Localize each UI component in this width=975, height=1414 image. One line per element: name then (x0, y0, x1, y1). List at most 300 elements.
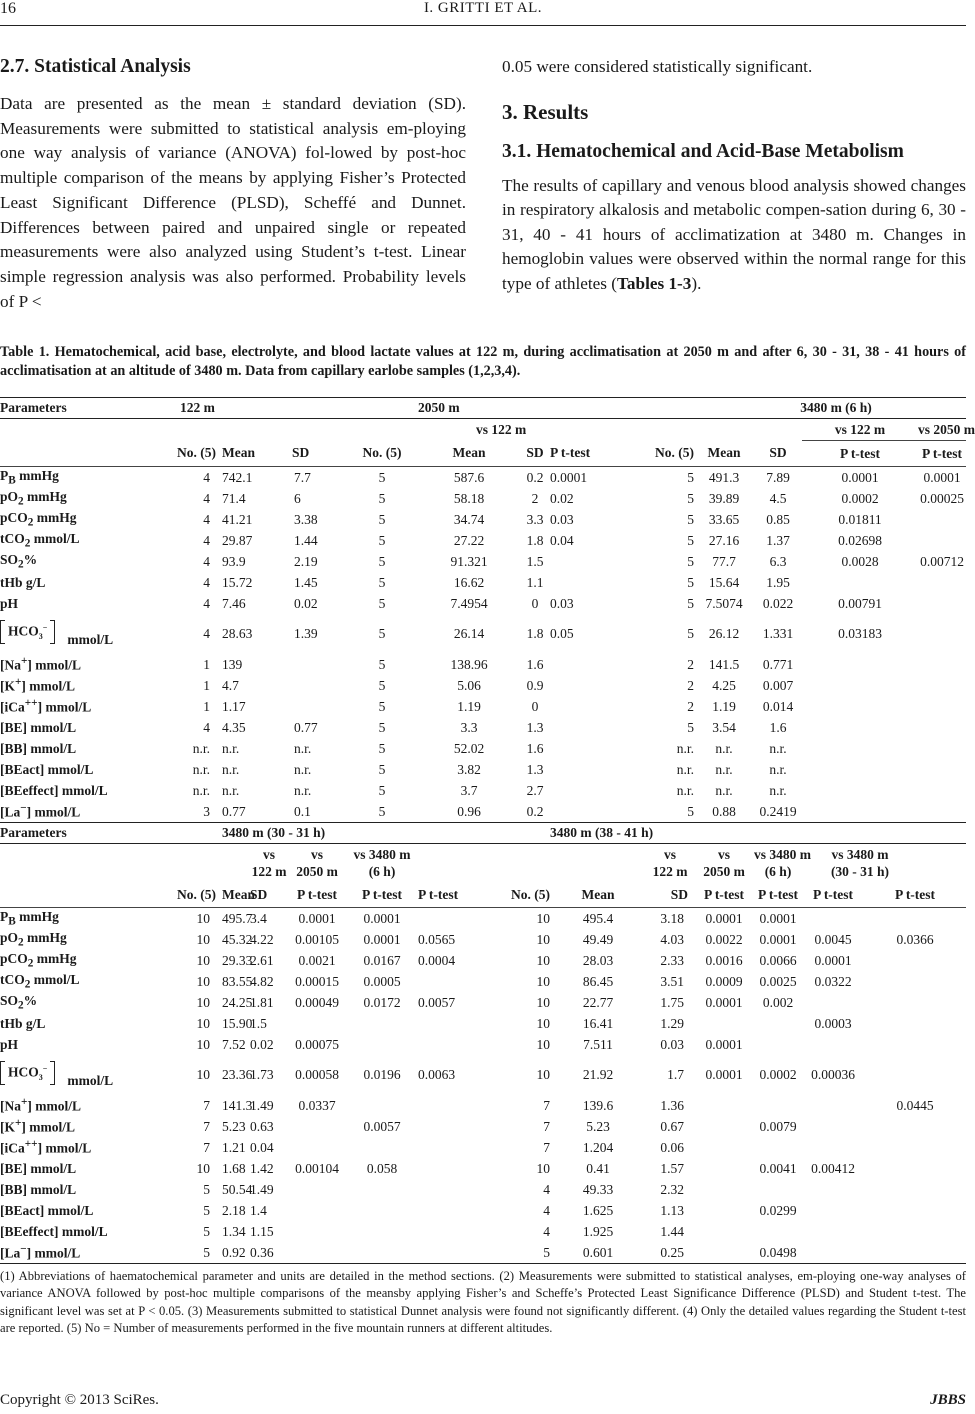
table-cell: 5 (646, 467, 694, 489)
table-cell (918, 738, 966, 759)
table-cell: 3.4 (250, 908, 288, 930)
table-cell: 4 (543, 1223, 550, 1239)
table-cell: 0.0001 (759, 931, 797, 947)
bracket-left (0, 620, 5, 644)
table-cell: 5 (687, 532, 694, 548)
unit: mmol/L (67, 632, 114, 647)
table-cell: 4 (543, 1181, 550, 1197)
table-cell (288, 654, 346, 675)
table-cell: 2.7 (526, 782, 544, 798)
parameter-name: [BE] mmol/L (0, 1160, 77, 1176)
results-paragraph (502, 174, 966, 297)
table-cell: 0.0001 (694, 908, 754, 930)
table-cell: n.r. (222, 782, 240, 798)
table-cell: 0 (531, 698, 539, 714)
table-cell (864, 1242, 966, 1264)
table-cell: 1.44 (660, 1223, 684, 1239)
table-cell (550, 717, 646, 738)
table-cell: 3.38 (294, 511, 318, 527)
table-cell: 3.54 (712, 719, 736, 735)
table-cell: 0.00105 (295, 931, 339, 947)
table-cell: n.r. (192, 740, 210, 756)
table-row (0, 572, 966, 593)
parameter-name: tCO$_2$ mmol/L (0, 531, 80, 550)
table-row (0, 488, 966, 509)
table-cell: 41.21 (222, 511, 253, 527)
table-cell: 0.0001 (288, 908, 346, 930)
column-header: P t-test (703, 886, 745, 902)
table-cell: 26.14 (453, 626, 485, 641)
table-cell: 0.1 (294, 803, 311, 819)
table-cell (802, 738, 918, 759)
table-cell: 491.3 (694, 467, 754, 489)
table-cell (918, 530, 966, 551)
table-cell: 1.39 (294, 626, 318, 641)
table-cell: 0.0001 (802, 467, 918, 489)
table-cell: 0.601 (550, 1242, 646, 1264)
table-cell (864, 1116, 966, 1137)
table-cell: 4 (203, 553, 210, 569)
table-cell: 0.0022 (705, 931, 743, 947)
table-cell: 1.1 (526, 574, 544, 590)
table-row (0, 1095, 966, 1116)
table-cell: 28.63 (222, 626, 253, 641)
table-cell: n.r. (715, 740, 733, 756)
table-cell: 5 (378, 719, 386, 735)
table-cell (918, 654, 966, 675)
subscript: 2 (27, 516, 34, 529)
superscript: ++ (24, 697, 38, 710)
table-cell: 23.36 (222, 1067, 253, 1082)
table-cell: 0.04 (250, 1139, 274, 1155)
table-cell: 29.33 (222, 952, 253, 968)
bicarbonate-label (0, 1061, 55, 1085)
table-cell: 0.0002 (759, 1067, 797, 1082)
comparison-header-line: (30 - 31 h) (830, 864, 890, 879)
table-cell (864, 950, 966, 971)
table-cell (550, 419, 802, 441)
table-cell: 0.0001 (814, 952, 852, 968)
table-cell: 4 (203, 595, 210, 611)
comparison-header-line: vs (262, 847, 275, 862)
table-cell: 10 (536, 1067, 550, 1082)
table-cell (802, 1221, 864, 1242)
table-cell: 0.01811 (838, 511, 882, 527)
table-cell: 0.0057 (418, 994, 456, 1010)
table-cell (754, 1095, 802, 1116)
tables-reference-link[interactable]: Tables 1-3 (617, 273, 692, 293)
table-cell (550, 572, 646, 593)
table-cell: 1.81 (250, 994, 274, 1010)
column-header: No. (5) (362, 445, 402, 461)
table-cell: 33.65 (708, 511, 740, 527)
table-cell: 1.8 (526, 626, 544, 641)
table-row (0, 509, 966, 530)
parameter-name: pCO$_2$ mmHg (0, 510, 77, 529)
table-cell (694, 1200, 754, 1221)
table-cell: 5 (687, 574, 694, 590)
table-cell: 10 (536, 1036, 550, 1052)
table-cell: 4.5 (769, 490, 787, 506)
right-column (502, 55, 966, 296)
table-cell (550, 801, 646, 823)
table-cell: 24.25 (222, 994, 253, 1010)
table-cell (918, 675, 966, 696)
table-cell: 1.57 (660, 1160, 684, 1176)
table-cell: 0.06 (660, 1139, 684, 1155)
parameter-name: $SO_2\%$ (0, 552, 38, 571)
table-cell: 1.29 (660, 1015, 684, 1031)
table-cell: 0.00412 (811, 1160, 855, 1176)
table-cell (802, 572, 918, 593)
table-cell (418, 1242, 446, 1264)
table-cell: 1 (203, 656, 210, 672)
table-cell: 28.03 (582, 952, 614, 968)
table-cell: 5 (378, 595, 386, 611)
table-cell (346, 1200, 418, 1221)
column-header: Mean (452, 445, 486, 461)
table-cell: 1.6 (769, 719, 787, 735)
table-cell (694, 1116, 754, 1137)
table-cell: 0.2 (520, 467, 550, 489)
table-cell (802, 908, 864, 930)
table-cell (754, 1221, 802, 1242)
table-row (0, 1013, 966, 1034)
table-cell: 2 (687, 656, 694, 672)
table-cell: 0.02698 (838, 532, 882, 548)
table-cell: 15.72 (222, 574, 253, 590)
table-cell: 4.25 (712, 677, 736, 693)
table-cell (802, 1200, 864, 1221)
table-cell: 0.0172 (363, 994, 401, 1010)
table-cell (0, 441, 150, 467)
table-cell (694, 1221, 754, 1242)
column-header: Mean (707, 445, 741, 461)
table-cell (418, 1221, 446, 1242)
table-cell: 5 (378, 626, 386, 641)
group-header-3480m-38-41h: 3480 m (38 - 41 h) (550, 823, 802, 844)
table-row (0, 908, 966, 930)
table-cell: 1.36 (660, 1097, 684, 1113)
section-heading-statistical-analysis: 2.7. Statistical Analysis (0, 56, 191, 77)
table-cell: 5 (378, 574, 386, 590)
comparison-header-line: vs (663, 847, 676, 862)
table-cell: 27.16 (708, 532, 740, 548)
table-cell (346, 1013, 418, 1034)
column-header-row (0, 882, 966, 908)
parameter-name: [BEact] mmol/L (0, 1202, 94, 1218)
table-1 (0, 397, 975, 1264)
table-cell (864, 1013, 966, 1034)
table-cell: 7.7 (288, 467, 346, 489)
table-cell (802, 780, 918, 801)
table-cell: 0 (531, 595, 539, 611)
table-cell: 2 (531, 490, 539, 506)
table-row (0, 1179, 966, 1200)
table-cell: 5 (687, 719, 694, 735)
table-cell (802, 1095, 864, 1116)
subscript: 2 (27, 957, 34, 970)
table-cell: 141.3 (222, 1097, 253, 1113)
table-row (0, 929, 966, 950)
table-cell (288, 1242, 346, 1264)
table-cell (418, 1158, 446, 1179)
table-cell: 7 (543, 1097, 550, 1113)
table-cell: 0.0057 (363, 1118, 401, 1134)
table-cell (802, 823, 966, 844)
table-cell: 0.0498 (754, 1242, 802, 1264)
table-cell: 0.02 (294, 595, 318, 611)
table-cell: 0.002 (762, 994, 794, 1010)
parameter-name: [iCa++] mmol/L (0, 697, 92, 715)
subsection-heading-hematochemical: 3.1. Hematochemical and Acid-Base Metabolism (502, 140, 904, 162)
parameter-name: [BE] mmol/L (0, 719, 77, 735)
parameter-name: [BEact] mmol/L (0, 761, 94, 777)
table-cell (918, 593, 966, 614)
table-cell (864, 1158, 966, 1179)
table-cell: 45.32 (222, 931, 253, 947)
table-cell: 1.6 (526, 656, 544, 672)
column-header: Mean (222, 445, 255, 461)
parameter-name: tCO$_2$ mmol/L (0, 972, 80, 991)
table-cell: 1 (203, 677, 210, 693)
column-header: SD (769, 445, 787, 461)
footer-copyright: Copyright © 2013 SciRes. (0, 1392, 159, 1408)
comparison-header: vs 122 m (802, 419, 918, 441)
table-cell: 0.41 (586, 1160, 610, 1176)
parameter-name: $pO_2$ mmHg (0, 489, 67, 508)
table-cell: 4 (543, 1202, 550, 1218)
table-cell: 3.3 (526, 511, 544, 527)
table-cell: 742.1 (222, 467, 288, 489)
table-cell: 1.625 (582, 1202, 614, 1218)
table-cell: 10 (196, 973, 210, 989)
table-cell: 1.95 (766, 574, 790, 590)
table-cell: 5 (378, 761, 386, 777)
table-cell: 0.88 (712, 803, 736, 819)
table-cell: n.r. (715, 761, 733, 777)
comparison-header: vs 122 m (476, 421, 527, 437)
table-cell (918, 780, 966, 801)
parameter-name: [BB] mmol/L (0, 740, 77, 756)
table-cell: 10 (196, 1067, 210, 1082)
table-cell: 5 (378, 677, 386, 693)
table-row (0, 467, 966, 489)
table-cell (418, 823, 550, 844)
table-cell: 0.771 (762, 656, 794, 672)
header-rule (0, 25, 966, 26)
table-cell: 7 (203, 1118, 210, 1134)
parameter-name: $SO_2\%$ (0, 993, 38, 1012)
table-cell: 0.77 (222, 803, 246, 819)
table-cell: 0.0045 (814, 931, 852, 947)
table-row (0, 1055, 966, 1095)
table-cell: 2.18 (222, 1202, 246, 1218)
parameter-name (0, 614, 150, 654)
table-cell: 1.49 (250, 1097, 274, 1113)
table-cell: 0.00791 (838, 595, 882, 611)
table-cell: 139.6 (582, 1097, 614, 1113)
table-cell: 6 (294, 490, 301, 506)
table-cell: 0.0001 (705, 1036, 743, 1052)
subscript: 3 (38, 1073, 43, 1083)
table-cell: 0.03 (660, 1036, 684, 1052)
table-cell: 1.45 (294, 574, 318, 590)
table-cell (864, 1179, 966, 1200)
superscript: + (21, 655, 28, 668)
table-cell (864, 971, 966, 992)
table-cell: 1.3 (526, 719, 544, 735)
table-cell (418, 1034, 446, 1055)
table-cell: 7.46 (222, 595, 246, 611)
subscript: B (8, 474, 16, 487)
table-cell: 0.0001 (754, 908, 802, 930)
parameter-name: [BB] mmol/L (0, 1181, 77, 1197)
table-cell: 10 (536, 931, 550, 947)
table-cell: 58.18 (453, 490, 485, 506)
column-header: SD (670, 886, 688, 902)
table-cell (918, 572, 966, 593)
table-cell (346, 1221, 418, 1242)
comparison-header: vs 2050 m (918, 419, 966, 441)
table-cell: 1.15 (250, 1223, 274, 1239)
table-cell: 0.0066 (759, 952, 797, 968)
table-cell: 139 (222, 656, 243, 672)
column-header: P t-test (839, 445, 881, 461)
table-cell: 1.5 (250, 1015, 267, 1031)
table-cell: 1.21 (222, 1139, 246, 1155)
table-cell: 7.5074 (705, 595, 743, 611)
table-cell: 4 (203, 490, 210, 506)
table-cell: 10 (536, 1015, 550, 1031)
table-cell: 5 (203, 1223, 210, 1239)
superscript: ++ (24, 1138, 38, 1151)
table-row (0, 992, 966, 1013)
parameter-name: [BEeffect] mmol/L (0, 1223, 108, 1239)
table-cell: 0.0167 (363, 952, 401, 968)
table-row (0, 614, 966, 654)
table-cell: 2.61 (250, 952, 274, 968)
table-cell: 71.4 (222, 490, 246, 506)
table-cell: 5 (687, 626, 694, 641)
table-cell: 5 (687, 803, 694, 819)
table-cell: 0.00058 (295, 1067, 339, 1082)
table-cell: 0.0041 (759, 1160, 797, 1176)
table-cell: 0.0009 (705, 973, 743, 989)
table-cell: 1.19 (457, 698, 481, 714)
comparison-header (754, 844, 811, 883)
table-cell (918, 509, 966, 530)
table-cell: n.r. (192, 782, 210, 798)
table-cell: 0.00104 (295, 1160, 339, 1176)
table-cell: 5 (687, 553, 694, 569)
table-cell: 49.49 (582, 931, 614, 947)
table-cell: 0.00049 (295, 994, 339, 1010)
table-cell (754, 1179, 802, 1200)
comparison-header-line: vs 3480 m (754, 847, 811, 862)
table-cell (802, 1116, 864, 1137)
table-row (0, 530, 966, 551)
subscript: 2 (24, 537, 31, 550)
group-header-row (0, 398, 966, 419)
table-row (0, 696, 966, 717)
table-cell (520, 398, 754, 419)
table-cell: 0.0196 (363, 1067, 401, 1082)
bracket-left (0, 1061, 5, 1085)
table-cell: 0.63 (250, 1118, 274, 1134)
table-cell (288, 1137, 346, 1158)
table-cell (694, 1179, 754, 1200)
table-cell: 5 (378, 553, 386, 569)
table-row (0, 738, 966, 759)
table-cell: 3 (203, 803, 210, 819)
table-cell: 10 (536, 1160, 550, 1176)
table-cell (288, 1116, 346, 1137)
table-cell: n.r. (294, 761, 312, 777)
table-cell: 0.007 (762, 677, 794, 693)
parameter-name: $P_B$ mmHg (0, 467, 150, 489)
table-cell: 5 (203, 1181, 210, 1197)
table-cell: 4 (203, 511, 210, 527)
comparison-header-line: (6 h) (368, 864, 396, 879)
table-cell: 0.058 (366, 1160, 398, 1176)
table-cell: 0.0322 (814, 973, 852, 989)
table-cell (694, 1013, 754, 1034)
table-cell: 5 (687, 511, 694, 527)
table-cell: 0.05 (550, 626, 574, 641)
table-cell: 0.0337 (298, 1097, 336, 1113)
table-cell: 27.22 (453, 532, 485, 548)
comparison-header-row (0, 844, 966, 883)
table-cell: 10 (196, 1015, 210, 1031)
table-cell: 4.7 (222, 677, 239, 693)
table-cell (550, 551, 646, 572)
table-cell (864, 1034, 966, 1055)
table-cell (550, 780, 646, 801)
table-cell: 83.55 (222, 973, 253, 989)
table-cell (346, 1242, 418, 1264)
table-cell (346, 1137, 418, 1158)
subscript: 2 (18, 999, 24, 1012)
table-cell: 1.3 (526, 761, 544, 777)
table-cell (802, 992, 864, 1013)
left-column (0, 55, 466, 314)
bracket-right (50, 620, 55, 644)
table-cell: 5.06 (457, 677, 481, 693)
table-cell: 10 (536, 952, 550, 968)
table-row (0, 1034, 966, 1055)
group-header-2050m: 2050 m (418, 398, 520, 419)
table-cell: n.r. (294, 740, 312, 756)
subscript: 2 (18, 936, 24, 949)
table-cell: 5 (687, 595, 694, 611)
table-cell: 0.96 (457, 803, 481, 819)
table-cell: 4 (203, 719, 210, 735)
table-cell (918, 759, 966, 780)
table-cell: 141.5 (708, 656, 740, 672)
table-cell (550, 696, 646, 717)
table-cell: 91.321 (450, 553, 488, 569)
table-cell: 10 (446, 908, 550, 930)
subscript: 2 (18, 558, 24, 571)
table-cell: 1.5 (526, 553, 544, 569)
table-cell (754, 1013, 802, 1034)
table-cell: 0.0021 (298, 952, 336, 968)
table-cell (418, 1013, 446, 1034)
table-cell: 0.77 (294, 719, 318, 735)
table-cell: 7 (203, 1097, 210, 1113)
table-cell: 1.331 (762, 626, 794, 641)
